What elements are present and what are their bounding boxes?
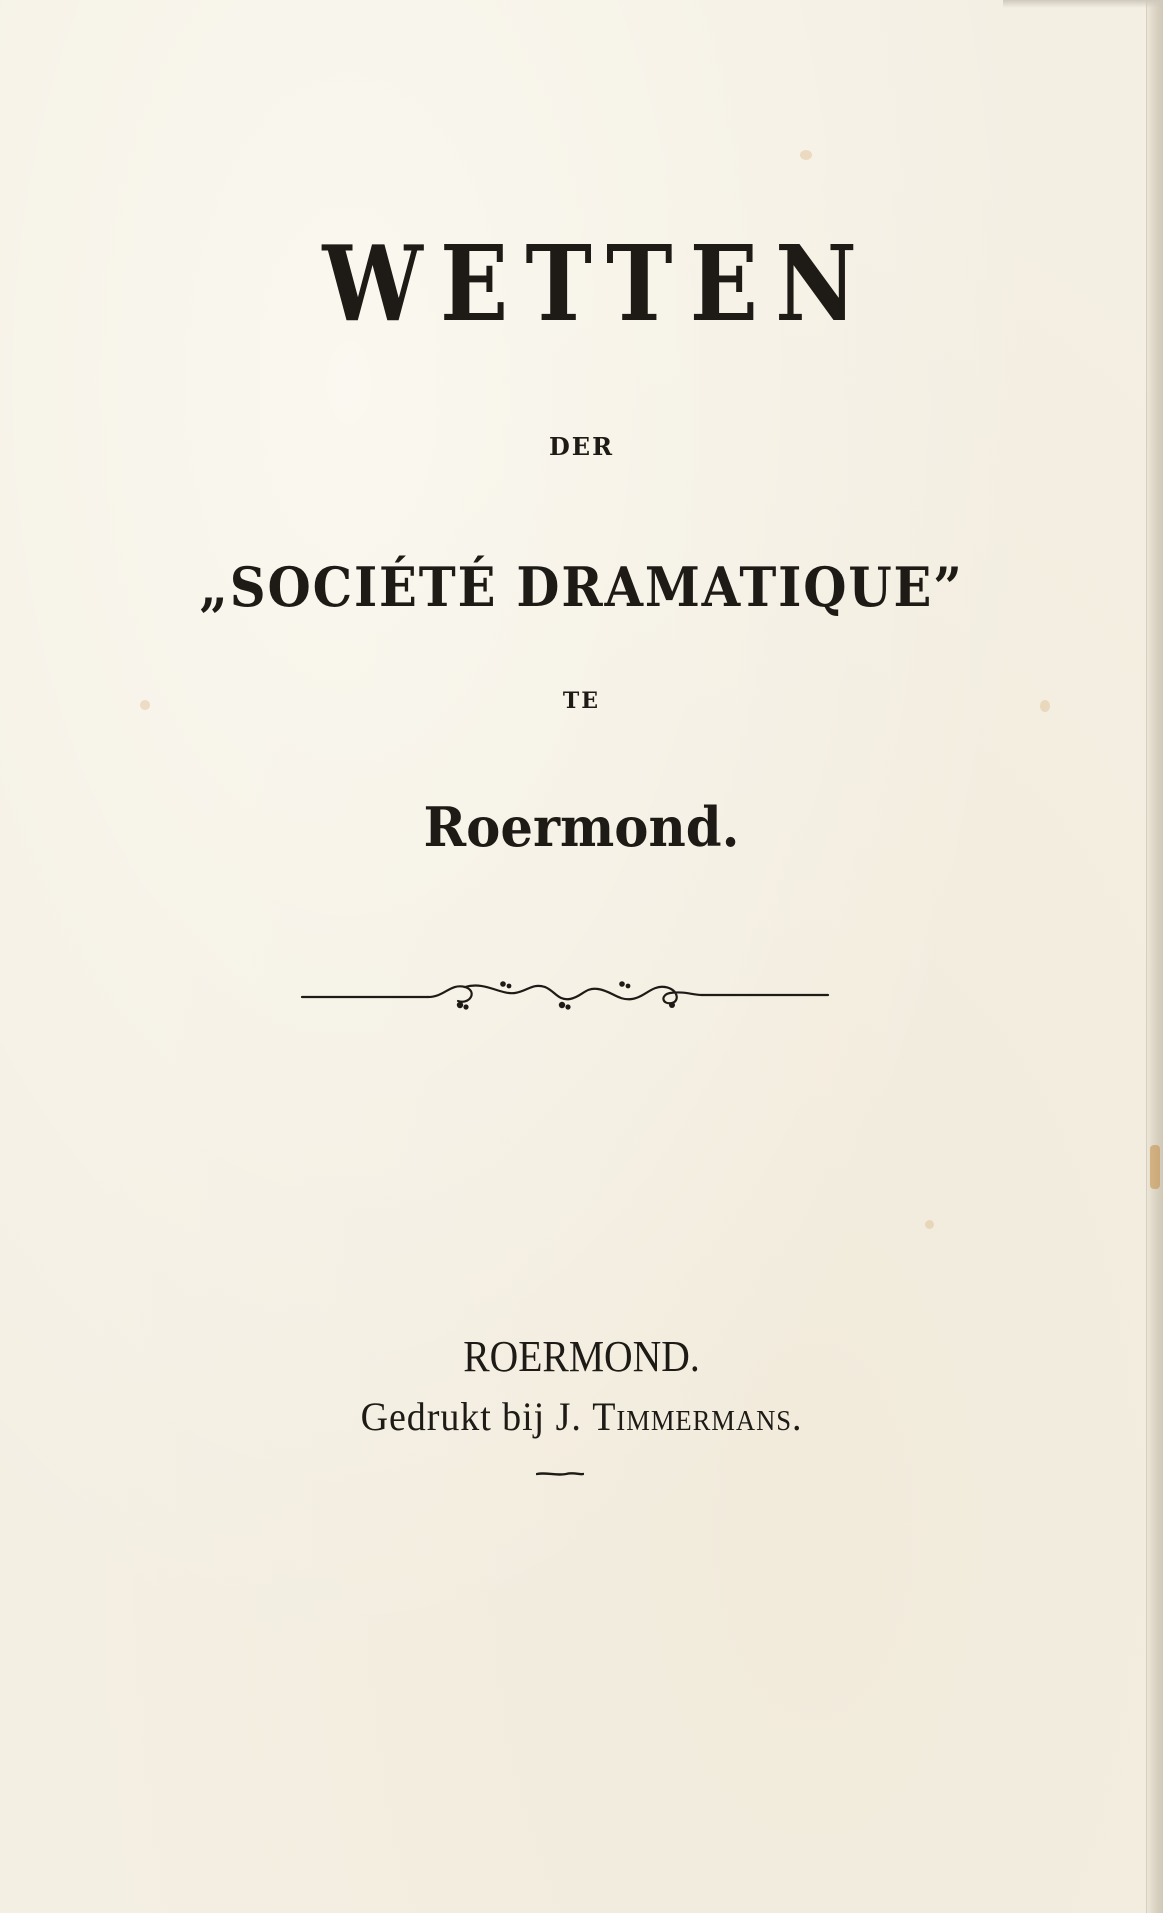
short-rule-icon (536, 1471, 584, 1477)
printer-name: Timmermans. (592, 1394, 803, 1439)
page-edge (1146, 0, 1163, 1913)
place-name: Roermond. (423, 795, 740, 859)
page-top-edge (1003, 0, 1163, 8)
foxing-spot (925, 1220, 934, 1229)
main-title: WETTEN (322, 222, 875, 345)
imprint-city: ROERMOND. (463, 1332, 700, 1381)
society-name: „SOCIÉTÉ DRAMATIQUE” (199, 555, 964, 619)
printed-by-text: Gedrukt bij J. (360, 1394, 582, 1439)
foxing-spot (800, 150, 812, 160)
edge-stain (1150, 1145, 1160, 1189)
imprint-printer (29, 1394, 1134, 1439)
scrollwork-divider-icon (300, 975, 830, 1017)
te-line: TE (562, 688, 601, 714)
der-line: DER (548, 432, 615, 461)
